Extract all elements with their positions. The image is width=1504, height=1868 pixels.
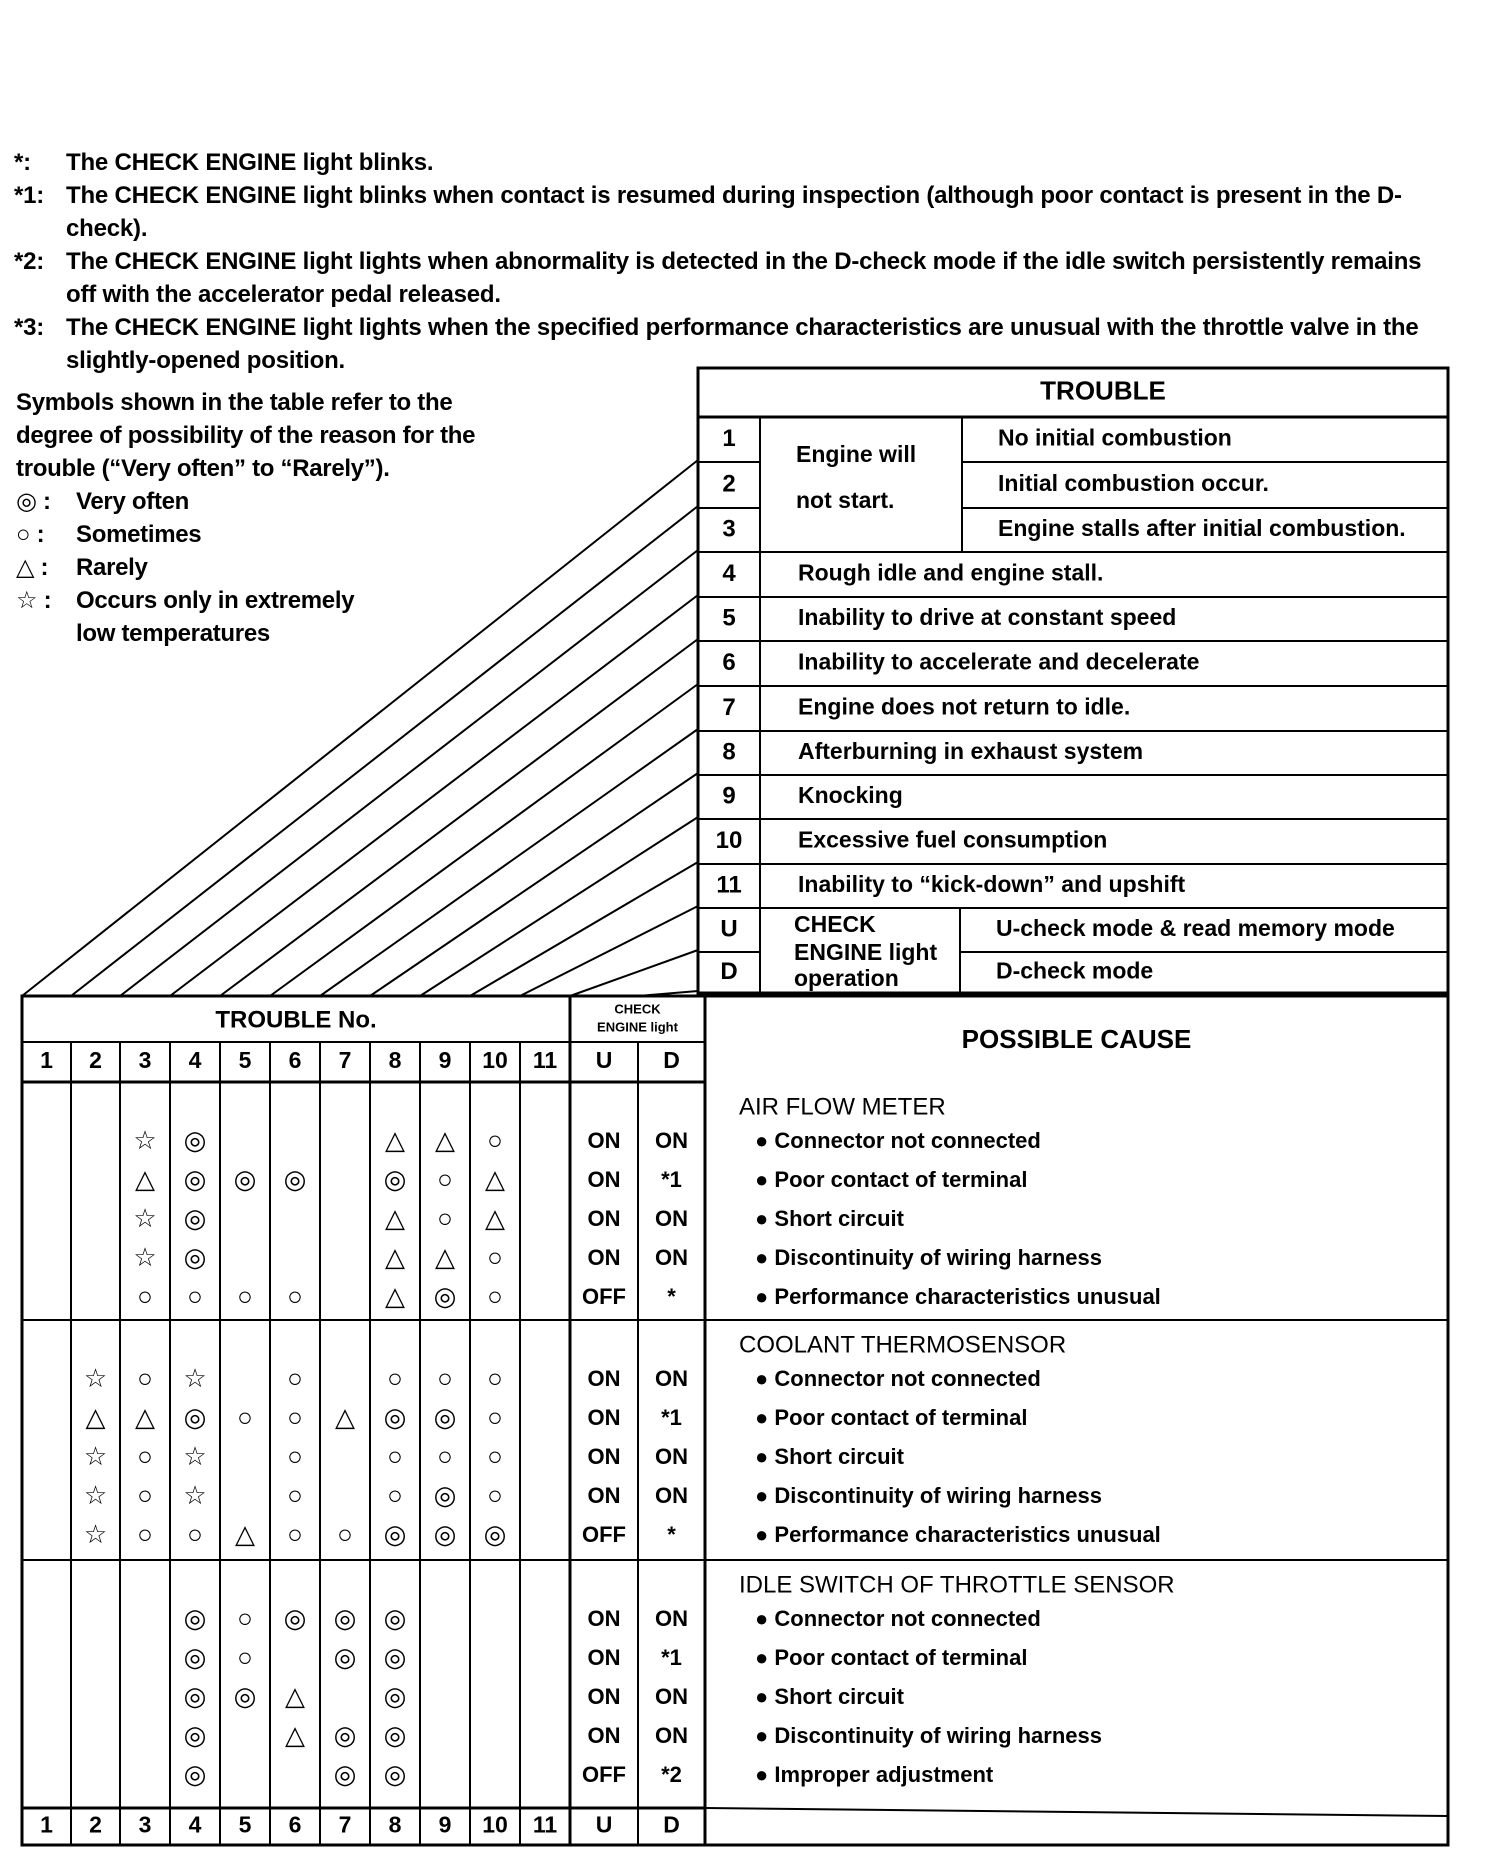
possibility-symbol: ○ <box>487 1124 503 1155</box>
possibility-symbol: ◎ <box>433 1401 457 1432</box>
possibility-symbol: ☆ <box>183 1362 207 1393</box>
possibility-symbol: △ <box>435 1241 455 1272</box>
column-number: 3 <box>138 1047 152 1074</box>
possibility-symbol: ◎ <box>183 1202 207 1233</box>
cause-item: ● Connector not connected <box>755 1127 1041 1153</box>
column-number: 7 <box>338 1047 352 1074</box>
possibility-symbol: ○ <box>437 1163 453 1194</box>
possibility-symbol: ☆ <box>133 1124 157 1155</box>
check-light-value: ON <box>587 1644 621 1670</box>
trouble-number: 7 <box>722 693 736 721</box>
possibility-symbol: ◎ <box>433 1479 457 1510</box>
legend-label: Occurs only in extremely low temperatures <box>76 587 355 647</box>
footnote-key: *2: <box>14 248 45 275</box>
column-number: 5 <box>238 1047 252 1074</box>
check-light-value: ON <box>587 1482 621 1508</box>
possibility-symbol: ○ <box>137 1362 153 1393</box>
check-light-value: *1 <box>661 1404 682 1430</box>
possibility-symbol: ○ <box>487 1280 503 1311</box>
possibility-symbol: △ <box>85 1401 106 1432</box>
possibility-symbol: ○ <box>237 1641 253 1672</box>
possibility-symbol: ○ <box>187 1518 203 1549</box>
check-light-header: CHECK <box>614 1001 661 1017</box>
possibility-symbol: ☆ <box>133 1241 157 1272</box>
check-light-value: ON <box>587 1365 621 1391</box>
section-title: COOLANT THERMOSENSOR <box>739 1331 1067 1359</box>
footer-column-number: 1 <box>40 1811 53 1838</box>
footer-column-number: 5 <box>238 1811 252 1838</box>
check-light-value: * <box>667 1521 676 1547</box>
possibility-symbol: △ <box>485 1202 505 1233</box>
trouble-number: 6 <box>722 648 736 676</box>
column-number: U <box>595 1047 613 1074</box>
possibility-symbol: ○ <box>487 1401 503 1432</box>
possibility-symbol: ○ <box>287 1280 303 1311</box>
trouble-number: 11 <box>716 871 742 899</box>
check-light-value: *1 <box>661 1166 682 1192</box>
possibility-symbol: ○ <box>387 1479 403 1510</box>
footnote-text: The CHECK ENGINE light lights when abnormality is detected in the D-check mode if the idle switch persistently remains off with the accelerator pedal released. <box>66 248 1422 308</box>
star-icon: ☆ : <box>16 587 52 614</box>
possibility-symbol: ○ <box>287 1401 303 1432</box>
circle-icon: ○ : <box>16 521 45 548</box>
check-light-value: ON <box>587 1166 621 1192</box>
check-light-value: ON <box>655 1365 688 1391</box>
trouble-description: No initial combustion <box>998 424 1232 451</box>
possibility-symbol: ○ <box>337 1518 353 1549</box>
possibility-symbol: △ <box>385 1280 405 1311</box>
possibility-symbol: ○ <box>387 1362 403 1393</box>
engine-group-label: Engine will <box>796 441 917 468</box>
possibility-symbol: ◎ <box>383 1719 407 1750</box>
possibility-symbol: ◎ <box>383 1163 407 1194</box>
footer-column-number: 6 <box>288 1811 302 1838</box>
possibility-symbol: ○ <box>487 1362 503 1393</box>
cause-item: ● Performance characteristics unusual <box>755 1521 1161 1547</box>
check-light-header: ENGINE light <box>597 1019 678 1035</box>
cause-item: ● Discontinuity of wiring harness <box>755 1244 1102 1270</box>
cause-item: ● Short circuit <box>755 1443 904 1469</box>
trouble-description: Engine does not return to idle. <box>798 693 1131 720</box>
leader-line <box>22 460 698 996</box>
leader-line <box>570 950 698 996</box>
trouble-number: 1 <box>722 424 736 452</box>
possible-cause-header: POSSIBLE CAUSE <box>961 1023 1192 1054</box>
cause-item: ● Connector not connected <box>755 1365 1041 1391</box>
check-group-label: operation <box>794 965 899 992</box>
possibility-symbol: ◎ <box>233 1163 257 1194</box>
column-number: 11 <box>532 1047 558 1074</box>
possibility-symbol: ○ <box>237 1280 253 1311</box>
column-number: 9 <box>438 1047 452 1074</box>
possibility-symbol: ○ <box>287 1518 303 1549</box>
check-light-value: OFF <box>582 1521 626 1547</box>
main-table-border <box>22 996 1448 1845</box>
cause-item: ● Performance characteristics unusual <box>755 1283 1161 1309</box>
possibility-symbol: ◎ <box>433 1518 457 1549</box>
column-number: 2 <box>89 1047 102 1074</box>
possibility-symbol: ○ <box>387 1440 403 1471</box>
possibility-symbol: ☆ <box>83 1440 108 1471</box>
cause-item: ● Poor contact of terminal <box>755 1166 1028 1192</box>
possibility-symbol: ☆ <box>183 1479 207 1510</box>
trouble-number: 5 <box>722 604 736 632</box>
column-number: 6 <box>288 1047 302 1074</box>
trouble-number: 8 <box>722 738 736 766</box>
footer-column-number: 11 <box>532 1811 558 1838</box>
possibility-symbol: ◎ <box>183 1758 207 1789</box>
leader-line <box>420 817 698 996</box>
footer-diagonal <box>705 1808 1448 1816</box>
possibility-symbol: △ <box>285 1719 305 1750</box>
possibility-symbol: △ <box>385 1202 405 1233</box>
possibility-symbol: ○ <box>287 1479 303 1510</box>
cause-item: ● Connector not connected <box>755 1605 1041 1631</box>
possibility-symbol: ◎ <box>383 1758 407 1789</box>
trouble-description: Inability to “kick-down” and upshift <box>798 871 1186 898</box>
possibility-symbol: ○ <box>187 1280 203 1311</box>
possibility-symbol: ◎ <box>383 1602 407 1633</box>
trouble-description: Engine stalls after initial combustion. <box>998 515 1406 542</box>
trouble-number: 4 <box>722 559 736 587</box>
possibility-symbol: ◎ <box>383 1641 407 1672</box>
leader-line <box>270 684 698 996</box>
check-light-value: OFF <box>582 1761 626 1787</box>
possibility-symbol: ○ <box>137 1518 153 1549</box>
footnote-key: *: <box>14 149 31 176</box>
trouble-number: 3 <box>722 515 736 543</box>
possibility-symbol: △ <box>335 1401 355 1432</box>
check-light-value: ON <box>655 1443 688 1469</box>
possibility-symbol: ◎ <box>183 1124 207 1155</box>
legend-label: Rarely <box>76 554 148 581</box>
legend-label: Sometimes <box>76 521 202 548</box>
trouble-description: Afterburning in exhaust system <box>798 738 1144 765</box>
footer-column-number: 8 <box>388 1811 402 1838</box>
trouble-number: D <box>720 957 738 985</box>
check-light-value: ON <box>655 1605 688 1631</box>
possibility-symbol: ○ <box>237 1401 253 1432</box>
check-light-value: ON <box>587 1605 621 1631</box>
check-light-value: ON <box>587 1683 621 1709</box>
leader-line <box>170 595 698 996</box>
possibility-symbol: ○ <box>437 1362 453 1393</box>
possibility-symbol: ○ <box>287 1362 303 1393</box>
trouble-description: Initial combustion occur. <box>998 470 1269 497</box>
footnote-text: The CHECK ENGINE light blinks. <box>66 149 434 176</box>
check-group-label: CHECK <box>794 911 876 938</box>
trouble-description: Inability to accelerate and decelerate <box>798 648 1200 675</box>
trouble-description: D-check mode <box>996 957 1154 984</box>
trouble-description: Knocking <box>798 782 903 809</box>
check-light-value: ON <box>655 1722 688 1748</box>
possibility-symbol: ◎ <box>383 1401 407 1432</box>
cause-item: ● Discontinuity of wiring harness <box>755 1482 1102 1508</box>
possibility-symbol: △ <box>385 1241 405 1272</box>
possibility-symbol: ◎ <box>183 1680 207 1711</box>
cause-item: ● Poor contact of terminal <box>755 1404 1028 1430</box>
possibility-symbol: ◎ <box>283 1163 307 1194</box>
possibility-symbol: ○ <box>487 1440 503 1471</box>
possibility-symbol: ☆ <box>83 1479 108 1510</box>
footnote-key: *3: <box>14 314 45 341</box>
footer-column-number: 10 <box>482 1811 508 1838</box>
possibility-symbol: ◎ <box>183 1719 207 1750</box>
possibility-symbol: △ <box>235 1518 255 1549</box>
trouble-no-header: TROUBLE No. <box>215 1006 377 1034</box>
check-light-value: ON <box>655 1482 688 1508</box>
cause-item: ● Short circuit <box>755 1683 904 1709</box>
possibility-symbol: ☆ <box>83 1518 108 1549</box>
check-light-value: ON <box>587 1244 621 1270</box>
column-number: 1 <box>40 1047 53 1074</box>
possibility-symbol: ☆ <box>183 1440 207 1471</box>
cause-item: ● Poor contact of terminal <box>755 1644 1028 1670</box>
possibility-symbol: △ <box>485 1163 505 1194</box>
possibility-symbol: ◎ <box>183 1641 207 1672</box>
possibility-symbol: ◎ <box>183 1602 207 1633</box>
possibility-symbol: ○ <box>137 1280 153 1311</box>
trouble-number: 2 <box>722 470 736 498</box>
check-light-value: ON <box>587 1127 621 1153</box>
possibility-symbol: ○ <box>137 1479 153 1510</box>
possibility-symbol: △ <box>135 1163 155 1194</box>
possibility-symbol: ○ <box>237 1602 253 1633</box>
check-light-value: ON <box>655 1127 688 1153</box>
possibility-symbol: ○ <box>287 1440 303 1471</box>
footer-column-number: 4 <box>188 1811 202 1838</box>
footer-column-number: 7 <box>338 1811 352 1838</box>
check-light-value: *1 <box>661 1644 682 1670</box>
leader-line <box>71 506 698 996</box>
possibility-symbol: ○ <box>437 1440 453 1471</box>
possibility-symbol: ○ <box>137 1440 153 1471</box>
trouble-description: U-check mode & read memory mode <box>996 915 1395 942</box>
possibility-symbol: ◎ <box>333 1758 357 1789</box>
footer-column-number: 3 <box>138 1811 152 1838</box>
check-light-value: ON <box>587 1443 621 1469</box>
possibility-symbol: ○ <box>487 1241 503 1272</box>
possibility-symbol: ◎ <box>333 1641 357 1672</box>
engine-group-label: not start. <box>796 487 895 514</box>
triangle-icon: △ : <box>16 554 49 581</box>
trouble-description: Excessive fuel consumption <box>798 826 1108 853</box>
column-number: 10 <box>482 1047 508 1074</box>
cause-item: ● Discontinuity of wiring harness <box>755 1722 1102 1748</box>
possibility-symbol: ◎ <box>383 1680 407 1711</box>
check-light-value: * <box>667 1283 676 1309</box>
footnote-key: *1: <box>14 182 45 209</box>
cause-item: ● Short circuit <box>755 1205 904 1231</box>
possibility-symbol: ◎ <box>183 1241 207 1272</box>
footer-column-number: D <box>663 1811 680 1838</box>
column-number: 4 <box>188 1047 202 1074</box>
column-number: 8 <box>388 1047 402 1074</box>
trouble-number: 10 <box>715 826 743 854</box>
check-light-value: ON <box>655 1244 688 1270</box>
possibility-symbol: ☆ <box>83 1362 108 1393</box>
possibility-symbol: ◎ <box>233 1680 257 1711</box>
footnote-text: The CHECK ENGINE light blinks when contact is resumed during inspection (although poor contact is present in the D-check). <box>66 182 1402 242</box>
possibility-symbol: ◎ <box>333 1719 357 1750</box>
trouble-header: TROUBLE <box>1040 375 1166 406</box>
possibility-symbol: △ <box>385 1124 405 1155</box>
check-light-value: ON <box>655 1683 688 1709</box>
trouble-number: 9 <box>722 782 736 810</box>
section-title: IDLE SWITCH OF THROTTLE SENSOR <box>739 1571 1175 1599</box>
possibility-symbol: ◎ <box>283 1602 307 1633</box>
column-number: D <box>663 1047 680 1074</box>
possibility-symbol: △ <box>435 1124 455 1155</box>
cause-item: ● Improper adjustment <box>755 1761 994 1787</box>
leader-line <box>120 550 698 996</box>
footer-column-number: U <box>595 1811 613 1838</box>
possibility-symbol: ◎ <box>183 1163 207 1194</box>
possibility-symbol: ○ <box>487 1479 503 1510</box>
possibility-symbol: ◎ <box>433 1280 457 1311</box>
possibility-symbol: ☆ <box>133 1202 157 1233</box>
check-light-value: ON <box>587 1404 621 1430</box>
footnote-text: The CHECK ENGINE light lights when the specified performance characteristics are unusual with the throttle valve in the slightly-opened position. <box>66 314 1419 374</box>
possibility-symbol: ◎ <box>383 1518 407 1549</box>
check-light-value: ON <box>587 1205 621 1231</box>
trouble-description: Inability to drive at constant speed <box>798 604 1177 631</box>
footer-column-number: 9 <box>438 1811 452 1838</box>
check-light-value: OFF <box>582 1283 626 1309</box>
legend-intro: Symbols shown in the table refer to the degree of possibility of the reason for the trouble (“Very often” to “Rarely”). <box>16 389 476 482</box>
check-light-value: ON <box>587 1722 621 1748</box>
possibility-symbol: ◎ <box>183 1401 207 1432</box>
footer-column-number: 2 <box>89 1811 102 1838</box>
section-title: AIR FLOW METER <box>739 1093 946 1121</box>
trouble-description: Rough idle and engine stall. <box>798 559 1104 586</box>
check-group-label: ENGINE light <box>794 939 938 966</box>
possibility-symbol: △ <box>285 1680 305 1711</box>
possibility-symbol: ◎ <box>333 1602 357 1633</box>
possibility-symbol: ◎ <box>483 1518 507 1549</box>
possibility-symbol: △ <box>135 1401 155 1432</box>
trouble-number: U <box>720 915 738 943</box>
possibility-symbol: ○ <box>437 1202 453 1233</box>
double-circle-icon: ◎ : <box>16 488 51 515</box>
leader-line <box>320 729 698 996</box>
check-light-value: *2 <box>661 1761 682 1787</box>
check-light-value: ON <box>655 1205 688 1231</box>
leader-line <box>470 862 698 996</box>
legend-label: Very often <box>76 488 190 515</box>
